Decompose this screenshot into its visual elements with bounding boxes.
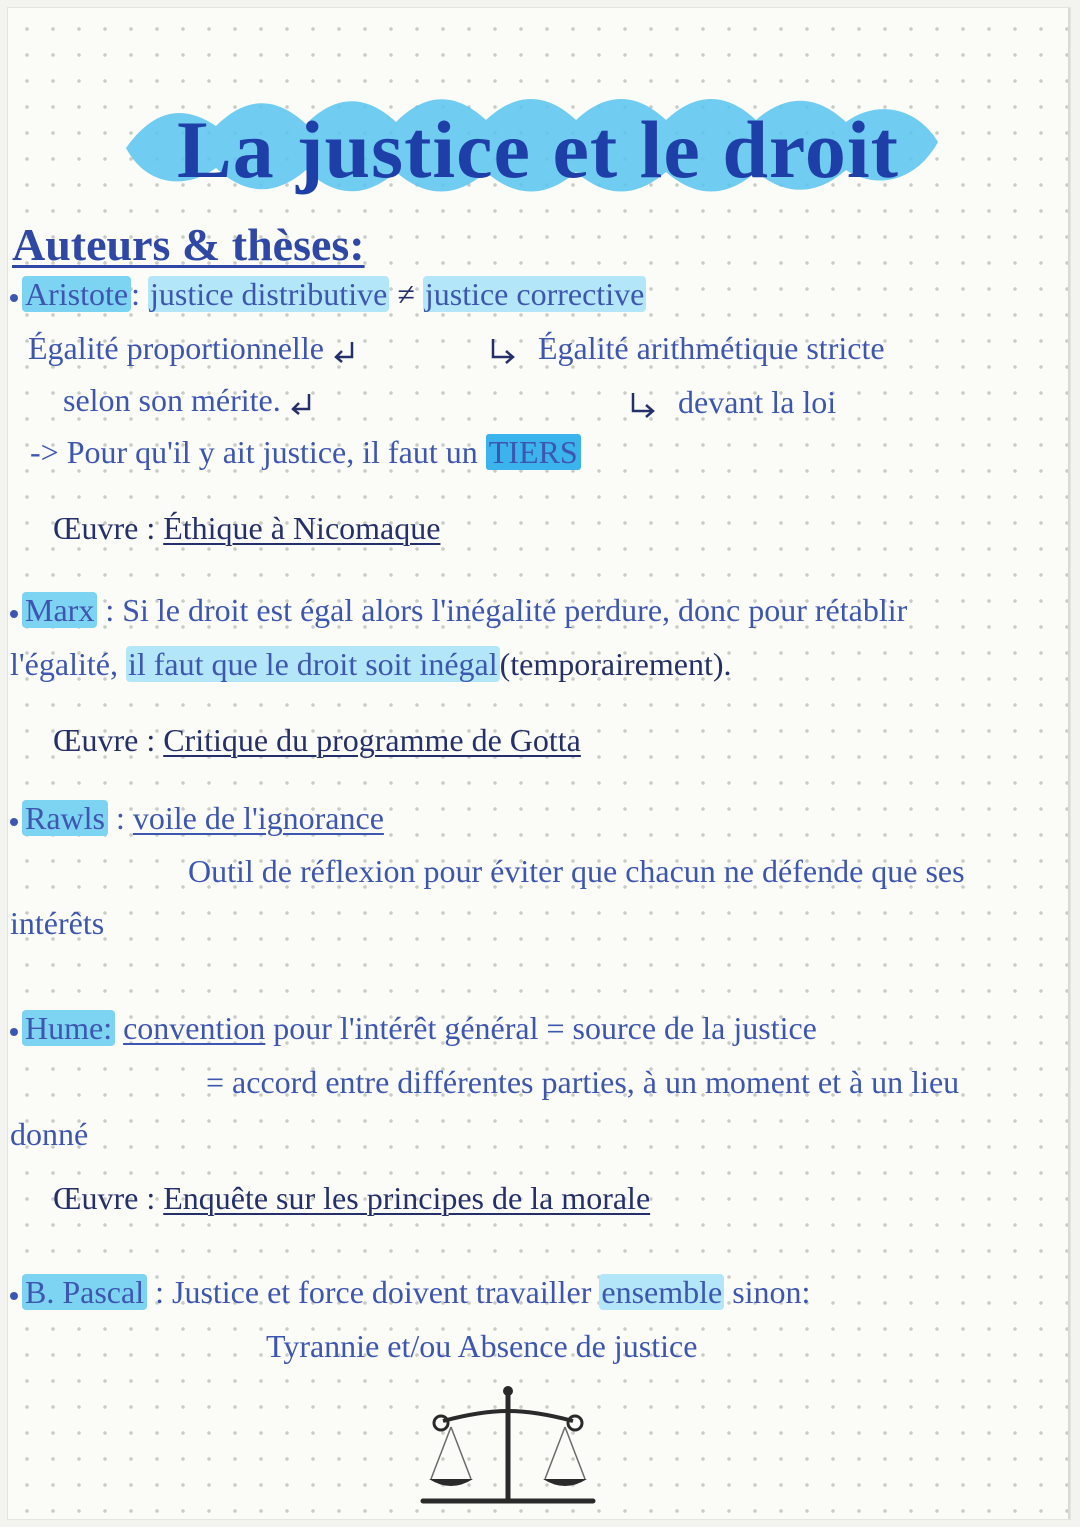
- author-marx: Marx: [22, 592, 97, 628]
- hume-oeuvre: Œuvre : Enquête sur les principes de la morale: [53, 1180, 651, 1216]
- down-right-arrow-icon: [628, 391, 660, 421]
- bullet-icon: [10, 1028, 18, 1036]
- aristote-oeuvre: Œuvre : Éthique à Nicomaque: [53, 510, 441, 546]
- page-title: La justice et le droit: [177, 104, 899, 195]
- section-heading: Auteurs & thèses:: [12, 219, 365, 270]
- marx-oeuvre: Œuvre : Critique du programme de Gotta: [53, 722, 581, 758]
- hume-concept: convention: [123, 1010, 266, 1046]
- aristote-conclusion: -> Pour qu'il y ait justice, il faut un TIERS: [30, 432, 581, 472]
- rawls-description-2: intérêts: [10, 905, 105, 941]
- bullet-icon: [10, 818, 18, 826]
- pascal-consequence: Tyrannie et/ou Absence de justice: [266, 1328, 698, 1364]
- scales-of-justice-icon: [413, 1383, 603, 1513]
- hume-thesis: Hume: convention pour l'intérêt général = source de la justice: [10, 1008, 817, 1048]
- bullet-icon: [10, 1292, 18, 1300]
- marx-thesis-2: l'égalité, il faut que le droit soit inégal(temporairement).: [10, 646, 732, 682]
- aristote-left-1: Égalité proportionnelle: [28, 328, 358, 368]
- aristote-right-2: devant la loi: [628, 382, 836, 422]
- aristote-left-2: selon son mérite.: [63, 380, 315, 420]
- author-pascal: B. Pascal: [22, 1274, 147, 1310]
- marx-thesis: Marx : Si le droit est égal alors l'inégalité perdure, donc pour rétablir: [10, 590, 907, 630]
- tiers-highlight: TIERS: [486, 434, 581, 470]
- oeuvre-title: Critique du programme de Gotta: [163, 722, 581, 758]
- down-right-arrow-icon: [488, 337, 520, 367]
- oeuvre-title: Éthique à Nicomaque: [163, 510, 441, 546]
- rawls-thesis: Rawls : voile de l'ignorance: [10, 798, 384, 838]
- bullet-icon: [10, 610, 18, 618]
- aristote-thesis: Aristote: justice distributive ≠ justice corrective: [10, 274, 646, 314]
- hume-description: = accord entre différentes parties, à un moment et à un lieu: [206, 1064, 960, 1100]
- aristote-right-1: Égalité arithmétique stricte: [488, 328, 885, 368]
- return-arrow-icon: [332, 339, 358, 365]
- author-hume: Hume:: [22, 1010, 115, 1046]
- bullet-icon: [10, 294, 18, 302]
- rawls-concept: voile de l'ignorance: [132, 800, 384, 836]
- notebook-page: [8, 8, 1070, 1519]
- author-rawls: Rawls: [22, 800, 108, 836]
- return-arrow-icon: [289, 391, 315, 417]
- hume-description-2: donné: [10, 1116, 89, 1152]
- pascal-thesis: B. Pascal : Justice et force doivent travailler ensemble sinon:: [10, 1272, 810, 1312]
- author-aristote: Aristote: [22, 276, 131, 312]
- oeuvre-title: Enquête sur les principes de la morale: [163, 1180, 651, 1216]
- rawls-description: Outil de réflexion pour éviter que chacun ne défende que ses: [188, 853, 965, 889]
